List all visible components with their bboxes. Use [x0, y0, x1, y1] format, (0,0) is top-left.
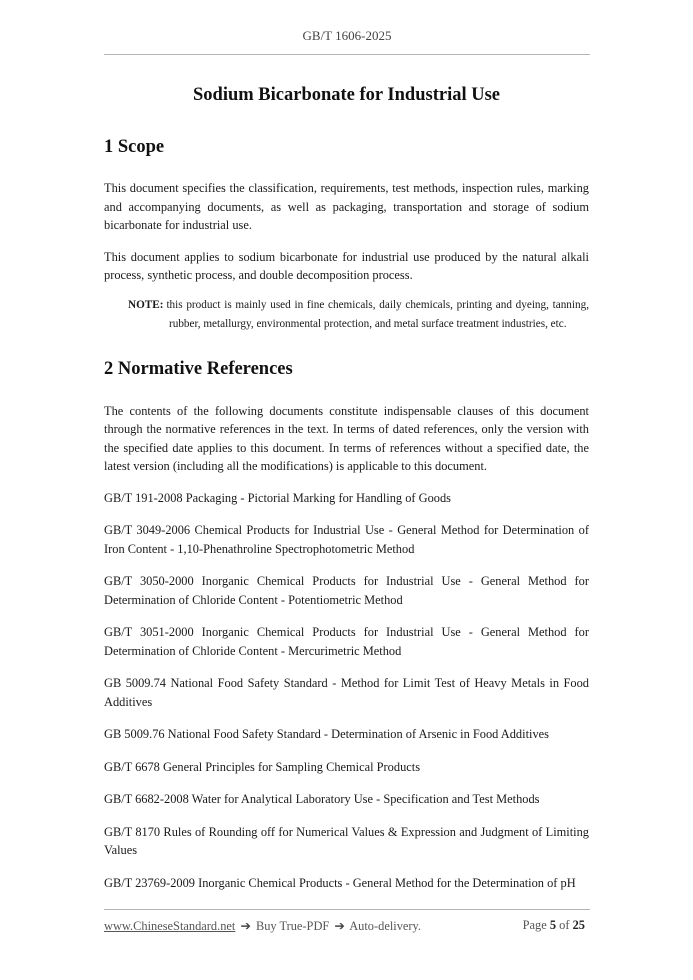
buy-pdf-text: Buy True-PDF [255, 919, 330, 933]
document-title: Sodium Bicarbonate for Industrial Use [193, 85, 500, 105]
page-current: 5 [549, 918, 557, 932]
page-label: Page [522, 918, 547, 932]
footer-promo [104, 918, 421, 934]
site-link[interactable]: www.ChineseStandard.net [104, 919, 236, 933]
reference-item: GB/T 3050-2000 Inorganic Chemical Products for Industrial Use - General Method for Determination of Chloride Content - Potentiometric Method [104, 574, 589, 607]
document-body [104, 80, 589, 906]
reference-item: GB/T 3049-2006 Chemical Products for Industrial Use - General Method for Determination of Iron Content - 1,10-Phenathroline Spectrophotometric Method [104, 523, 589, 556]
auto-delivery-text: Auto-delivery. [349, 919, 422, 933]
reference-item: GB 5009.76 National Food Safety Standard - Determination of Arsenic in Food Additives [104, 727, 549, 741]
section-heading-normative-references: 2 Normative References [104, 358, 293, 379]
reference-item: GB/T 6678 General Principles for Sampling Chemical Products [104, 759, 421, 774]
arrow-right-icon: ➔ [334, 919, 345, 933]
page-total: 25 [572, 918, 585, 932]
page-header-doc-code: GB/T 1606-2025 [302, 28, 392, 43]
scope-paragraph-2: This document applies to sodium bicarbonate for industrial use produced by the natural alkali process, synthetic process, and double decomposition process. [104, 249, 589, 282]
page-of-label: of [559, 918, 570, 932]
normative-references-intro: The contents of the following documents constitute indispensable clauses of this document through the normative references in the text. In terms of dated references, only the version with the specified date applies to this document. In terms of references without a specified date, the latest version (including all the modifications) is applicable to this document. [104, 403, 589, 473]
reference-item: GB/T 191-2008 Packaging - Pictorial Marking for Handling of Goods [104, 490, 452, 505]
reference-item: GB 5009.74 National Food Safety Standard - Method for Limit Test of Heavy Metals in Food Additives [104, 676, 589, 709]
footer-divider [104, 909, 590, 910]
section-heading-scope: 1 Scope [104, 137, 165, 157]
note-label: NOTE: [128, 298, 164, 311]
header-divider [104, 54, 590, 55]
page-number [523, 918, 585, 933]
reference-list [104, 489, 589, 893]
note-text: this product is mainly used in fine chemicals, daily chemicals, printing and dyeing, tanning, rubber, metallurgy, environmental protection, and metal surface treatment industries, etc. [166, 298, 589, 330]
reference-item: GB/T 6682-2008 Water for Analytical Laboratory Use - Specification and Test Methods [104, 792, 540, 806]
reference-item: GB/T 3051-2000 Inorganic Chemical Products for Industrial Use - General Method for Determination of Chloride Content - Mercurimetric Method [104, 625, 589, 658]
reference-item: GB/T 23769-2009 Inorganic Chemical Products - General Method for the Determination of pH [104, 875, 576, 890]
scope-paragraph-1: This document specifies the classification, requirements, test methods, inspection rules, marking and accompanying documents, as well as packaging, transportation and storage of sodium bicarbonate for industrial use. [104, 181, 589, 232]
reference-item: GB/T 8170 Rules of Rounding off for Numerical Values & Expression and Judgment of Limiting Values [104, 824, 589, 857]
scope-note [128, 296, 589, 334]
arrow-right-icon: ➔ [240, 919, 251, 933]
